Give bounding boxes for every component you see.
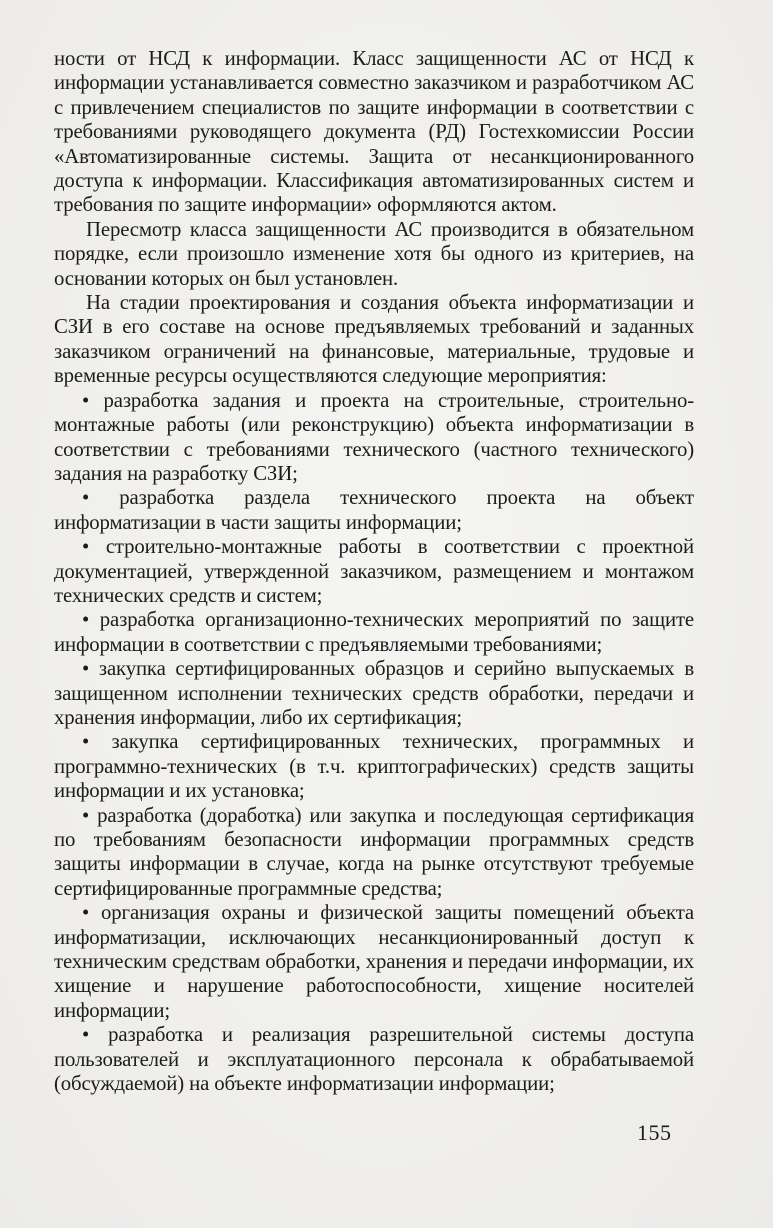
- bullet-item: • разработка организационно-технических мероприятий по защите информации в соответствии с предъявляемыми требованиями;: [54, 608, 694, 656]
- paragraph-design-stage: На стадии проектирования и создания объекта информатизации и СЗИ в его составе на основе предъявляемых требований и заданных заказчиком ограничений на финансовые, материальные, трудовые и временные ресурсы осуществляются следующие мероприятия:: [54, 291, 694, 388]
- bullet-item: • разработка задания и проекта на строительные, строительно-монтажные работы (или реконструкцию) объекта информатизации в соответствии с требованиями технического (частного технического) задания на разработку СЗИ;: [54, 388, 694, 485]
- page-number: 155: [637, 1120, 672, 1145]
- paragraph-continuation: ности от НСД к информации. Класс защищенности АС от НСД к информации устанавливается совместно заказчиком и разработчиком АС с привлечением специалистов по защите информации в соответствии с требованиями руководящего документа (РД) Гостехкомиссии России «Автоматизированные системы. Защита от несанкционированного доступа к информации. Классификация автоматизированных систем и требования по защите информации» оформляются актом.: [54, 47, 694, 217]
- paragraph-revision: Пересмотр класса защищенности АС производится в обязательном порядке, если произошло изменение хотя бы одного из критериев, на основании которых он был установлен.: [54, 217, 694, 290]
- bullet-item: • закупка сертифицированных образцов и серийно выпускаемых в защищенном исполнении технических средств обработки, передачи и хранения информации, либо их сертификация;: [54, 657, 694, 729]
- bullet-item: • разработка (доработка) или закупка и последующая сертификация по требованиям безопасности информации программных средств защиты информации в случае, когда на рынке отсутствуют требуемые сертифицированные программные средства;: [54, 803, 694, 900]
- bullet-item: • закупка сертифицированных технических, программных и программно-технических (в т.ч. криптографических) средств защиты информации и их установка;: [54, 730, 694, 803]
- bullet-item: • строительно-монтажные работы в соответствии с проектной документацией, утвержденной заказчиком, размещением и монтажом технических средств и систем;: [54, 535, 694, 607]
- body-text: [54, 47, 694, 1096]
- bullet-item: • организация охраны и физической защиты помещений объекта информатизации, исключающих несанкционированный доступ к техническим средствам обработки, хранения и передачи информации, их хищение и нарушение работоспособности, хищение носителей информации;: [54, 901, 694, 1022]
- bullet-item: • разработка раздела технического проекта на объект информатизации в части защиты информации;: [54, 486, 694, 534]
- bullet-item: • разработка и реализация разрешительной системы доступа пользователей и эксплуатационного персонала к обрабатываемой (обсуждаемой) на объекте информатизации информации;: [54, 1023, 694, 1096]
